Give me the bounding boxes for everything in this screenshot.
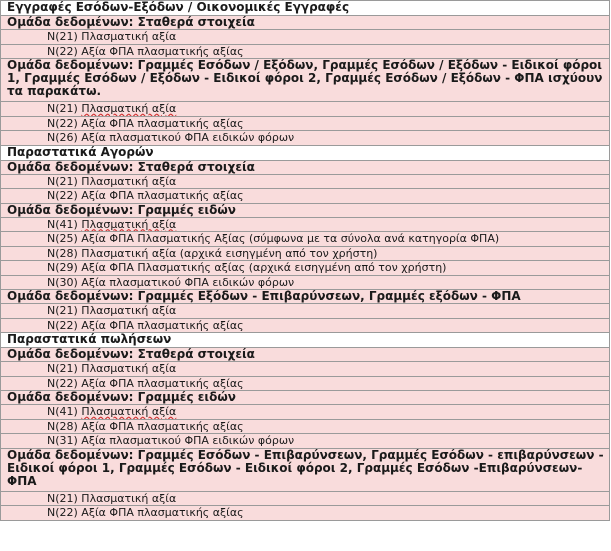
group-row bbox=[1, 448, 610, 491]
field-code: N(41) bbox=[47, 217, 82, 231]
field-label: N(29) Αξία ΦΠΑ Πλασματικής αξίας (αρχικά εισηγμένη από τον χρήστη) bbox=[1, 261, 610, 276]
field-label: N(21) Πλασματική αξία bbox=[1, 30, 610, 45]
field-label: N(22) Αξία ΦΠΑ πλασματικής αξίας bbox=[1, 116, 610, 131]
field-row bbox=[1, 491, 610, 506]
field-row bbox=[1, 376, 610, 391]
field-row bbox=[1, 217, 610, 232]
group-title: Ομάδα δεδομένων: Σταθερά στοιχεία bbox=[1, 16, 610, 30]
field-label: N(28) Πλασματική αξία (αρχικά εισηγμένη από τον χρήστη) bbox=[1, 246, 610, 261]
field-label: N(30) Αξία πλασματικού ΦΠΑ ειδικών φόρων bbox=[1, 275, 610, 290]
field-row bbox=[1, 246, 610, 261]
field-label: N(25) Αξία ΦΠΑ Πλασματικής Αξίας (σύμφωνα με τα σύνολα ανά κατηγορία ΦΠΑ) bbox=[1, 232, 610, 247]
section-row bbox=[1, 333, 610, 348]
group-row bbox=[1, 203, 610, 217]
field-row bbox=[1, 44, 610, 59]
group-row bbox=[1, 391, 610, 405]
field-label: N(28) Αξία ΦΠΑ πλασματικής αξίας bbox=[1, 419, 610, 434]
group-title: Ομάδα δεδομένων: Γραμμές Εσόδων / Εξόδων, Γραμμές Εσόδων / Εξόδων - Ειδικοί φόροι 1, Γραμμές Εσόδων / Εξόδων - Ειδικοί φόροι 2, Γραμμές Εσόδων / Εξόδων - ΦΠΑ ισχύουν τα παρακάτω. bbox=[1, 59, 610, 102]
group-row bbox=[1, 348, 610, 362]
group-row bbox=[1, 160, 610, 174]
field-label: N(21) Πλασματική αξία bbox=[1, 362, 610, 377]
field-row bbox=[1, 275, 610, 290]
field-label: N(31) Αξία πλασματικού ΦΠΑ ειδικών φόρων bbox=[1, 434, 610, 449]
field-row bbox=[1, 318, 610, 333]
field-label: Πλασματική αξία bbox=[81, 405, 177, 418]
field-row bbox=[1, 362, 610, 377]
field-row bbox=[1, 304, 610, 319]
field-label: N(22) Αξία ΦΠΑ πλασματικής αξίας bbox=[1, 376, 610, 391]
field-row bbox=[1, 506, 610, 521]
field-label: N(22) Αξία ΦΠΑ πλασματικής αξίας bbox=[1, 506, 610, 521]
document-title-row bbox=[1, 1, 610, 16]
field-label: N(21) Πλασματική αξία bbox=[1, 491, 610, 506]
group-title: Ομάδα δεδομένων: Γραμμές ειδών bbox=[1, 391, 610, 405]
group-title: Ομάδα δεδομένων: Σταθερά στοιχεία bbox=[1, 348, 610, 362]
field-code: N(41) bbox=[47, 405, 82, 418]
field-row bbox=[1, 405, 610, 420]
section-title: Παραστατικά Αγορών bbox=[1, 145, 610, 160]
group-row bbox=[1, 290, 610, 304]
field-label: N(26) Αξία πλασματικού ΦΠΑ ειδικών φόρων bbox=[1, 131, 610, 146]
group-title: Ομάδα δεδομένων: Σταθερά στοιχεία bbox=[1, 160, 610, 174]
field-row bbox=[1, 102, 610, 117]
section-title: Παραστατικά πωλήσεων bbox=[1, 333, 610, 348]
field-label: Πλασματική αξία bbox=[81, 102, 177, 115]
field-row bbox=[1, 261, 610, 276]
group-title: Ομάδα δεδομένων: Γραμμές Εξόδων - Επιβαρύνσεων, Γραμμές εξόδων - ΦΠΑ bbox=[1, 290, 610, 304]
field-row bbox=[1, 131, 610, 146]
field-row bbox=[1, 419, 610, 434]
field-row bbox=[1, 30, 610, 45]
field-row bbox=[1, 232, 610, 247]
field-row bbox=[1, 189, 610, 204]
group-row bbox=[1, 59, 610, 102]
document-title: Εγγραφές Εσόδων-Εξόδων / Οικονομικές Εγγραφές bbox=[1, 1, 610, 16]
field-label: N(22) Αξία ΦΠΑ πλασματικής αξίας bbox=[1, 318, 610, 333]
field-label: N(21) Πλασματική αξία bbox=[1, 174, 610, 189]
field-label: Πλασματική αξία bbox=[81, 217, 177, 231]
field-row bbox=[1, 116, 610, 131]
field-code: N(21) bbox=[47, 102, 82, 115]
field-row bbox=[1, 434, 610, 449]
field-row bbox=[1, 174, 610, 189]
group-title: Ομάδα δεδομένων: Γραμμές Εσόδων - Επιβαρύνσεων, Γραμμές Εσόδων - επιβαρύνσεων - Ειδικοί φόροι 1, Γραμμές Εσόδων - Ειδικοί φόροι 2, Γραμμές Εσόδων -Επιβαρύνσεων- ΦΠΑ bbox=[1, 448, 610, 491]
field-label: N(22) Αξία ΦΠΑ πλασματικής αξίας bbox=[1, 189, 610, 204]
group-title: Ομάδα δεδομένων: Γραμμές ειδών bbox=[1, 203, 610, 217]
field-label: N(22) Αξία ΦΠΑ πλασματικής αξίας bbox=[1, 44, 610, 59]
group-row bbox=[1, 16, 610, 30]
section-row bbox=[1, 145, 610, 160]
field-label: N(21) Πλασματική αξία bbox=[1, 304, 610, 319]
